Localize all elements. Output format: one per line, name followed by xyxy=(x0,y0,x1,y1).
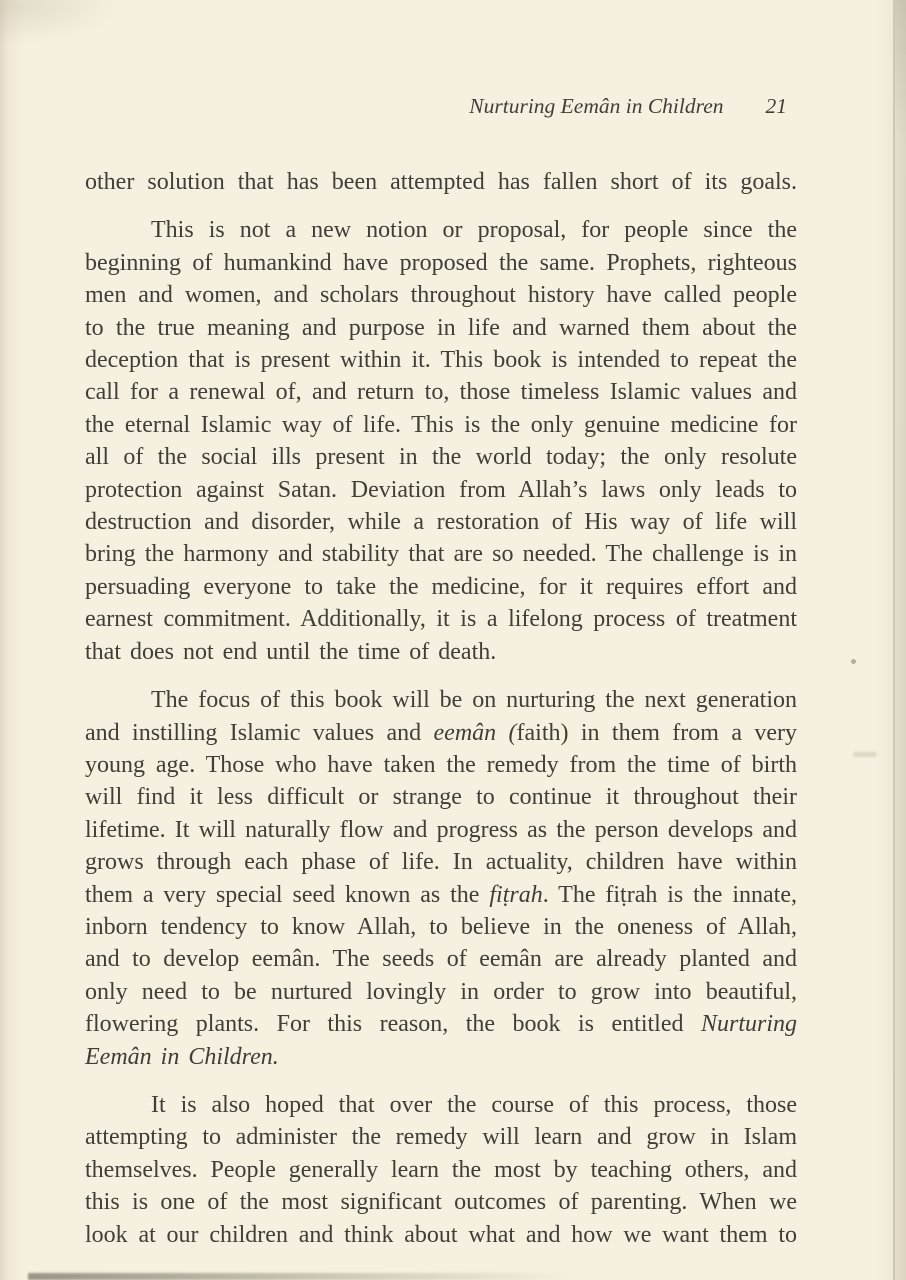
text-segment: It is also hoped that over the course of this process, those xyxy=(151,1091,797,1118)
text-line xyxy=(85,571,797,603)
text-segment: This is not a new notion or proposal, for people since the xyxy=(151,217,797,244)
text-segment: men and women, and scholars throughout history have called people xyxy=(85,282,797,309)
text-line xyxy=(85,749,797,781)
text-line xyxy=(85,409,797,441)
text-segment: inborn tendency to know Allah, to believe in the oneness of Allah, xyxy=(85,913,797,940)
text-segment: all of the social ills present in the world today; the only resolute xyxy=(85,444,797,471)
text-segment: protection against Satan. Deviation from Allah’s laws only leads to xyxy=(85,476,797,503)
text-line xyxy=(85,214,797,246)
text-segment: deception that is present within it. This book is intended to repeat the xyxy=(85,347,797,374)
text-segment: look at our children and think about what and how we want them to xyxy=(85,1221,797,1248)
italic-text: Eemân in Children. xyxy=(85,1043,279,1070)
italic-text: eemân ( xyxy=(433,719,517,746)
text-line xyxy=(85,846,797,878)
text-segment: The focus of this book will be on nurturing the next generation xyxy=(151,687,797,714)
page-number: 21 xyxy=(765,94,787,118)
text-segment: and to develop eemân. The seeds of eemân are already planted and xyxy=(85,946,797,973)
text-line xyxy=(85,538,797,570)
text-line xyxy=(85,506,797,538)
text-segment: persuading everyone to take the medicine, for it requires effort and xyxy=(85,573,797,600)
running-head-title: Nurturing Eemân in Children xyxy=(469,94,724,118)
text-segment: call for a renewal of, and return to, those timeless Islamic values and xyxy=(85,379,797,406)
text-segment: earnest commitment. Additionally, it is a lifelong process of treatment xyxy=(85,606,797,633)
paragraph xyxy=(85,166,797,198)
text-line xyxy=(85,1008,797,1040)
scan-bottom-shadow xyxy=(28,1273,573,1280)
text-segment: young age. Those who have taken the remedy from the time of birth xyxy=(85,751,797,778)
text-line xyxy=(85,1121,797,1153)
text-line xyxy=(85,684,797,716)
text-segment: attempting to administer the remedy will learn and grow in Islam xyxy=(85,1124,797,1151)
paragraph xyxy=(85,684,797,1073)
text-line xyxy=(85,943,797,975)
italic-text: fiṭrah xyxy=(489,881,543,908)
text-segment: grows through each phase of life. In actuality, children have within xyxy=(85,849,797,876)
page-body xyxy=(85,166,797,1251)
text-line xyxy=(85,879,797,911)
text-line xyxy=(85,911,797,943)
text-line xyxy=(85,1154,797,1186)
text-segment: this is one of the most significant outcomes of parenting. When we xyxy=(85,1189,797,1216)
text-segment: other solution that has been attempted has fallen short of its goals. xyxy=(85,169,797,195)
text-line xyxy=(85,636,797,668)
text-line xyxy=(85,717,797,749)
text-segment: beginning of humankind have proposed the same. Prophets, righteous xyxy=(85,249,797,276)
paragraph xyxy=(85,1089,797,1251)
text-line xyxy=(85,1219,797,1251)
text-segment: them a very special seed known as the xyxy=(85,881,490,908)
text-segment: only need to be nurtured lovingly in order to grow into beautiful, xyxy=(85,978,797,1005)
text-line xyxy=(85,814,797,846)
text-segment: will find it less difficult or strange to continue it throughout their xyxy=(85,784,797,811)
text-segment: the eternal Islamic way of life. This is the only genuine medicine for xyxy=(85,411,797,438)
text-line xyxy=(85,247,797,279)
text-line xyxy=(85,344,797,376)
text-line xyxy=(85,312,797,344)
text-segment: destruction and disorder, while a restoration of His way of life will xyxy=(85,509,797,536)
text-line xyxy=(85,376,797,408)
text-line xyxy=(85,976,797,1008)
scan-smudge xyxy=(853,752,877,757)
text-segment: . The fiṭrah is the innate, xyxy=(542,881,797,908)
text-segment: themselves. People generally learn the most by teaching others, and xyxy=(85,1156,797,1183)
text-line xyxy=(85,603,797,635)
text-segment: bring the harmony and stability that are so needed. The challenge is in xyxy=(85,541,797,568)
text-line xyxy=(85,279,797,311)
text-line xyxy=(85,166,797,198)
text-line xyxy=(85,781,797,813)
paragraph xyxy=(85,214,797,668)
text-segment: faith) in them from a very xyxy=(516,719,798,746)
text-line xyxy=(85,441,797,473)
text-segment: flowering plants. For this reason, the book is entitled xyxy=(85,1011,701,1038)
text-line xyxy=(85,1186,797,1218)
running-head xyxy=(469,94,787,120)
text-segment: that does not end until the time of death. xyxy=(85,638,497,665)
text-segment: to the true meaning and purpose in life and warned them about the xyxy=(85,314,797,341)
text-segment: and instilling Islamic values and xyxy=(85,719,434,746)
text-line xyxy=(85,1041,797,1073)
text-line xyxy=(85,474,797,506)
text-line xyxy=(85,1089,797,1121)
scan-speck xyxy=(851,659,856,664)
text-segment: lifetime. It will naturally flow and progress as the person develops and xyxy=(85,816,797,843)
italic-text: Nurturing xyxy=(700,1011,797,1038)
scan-right-edge xyxy=(895,0,906,1280)
